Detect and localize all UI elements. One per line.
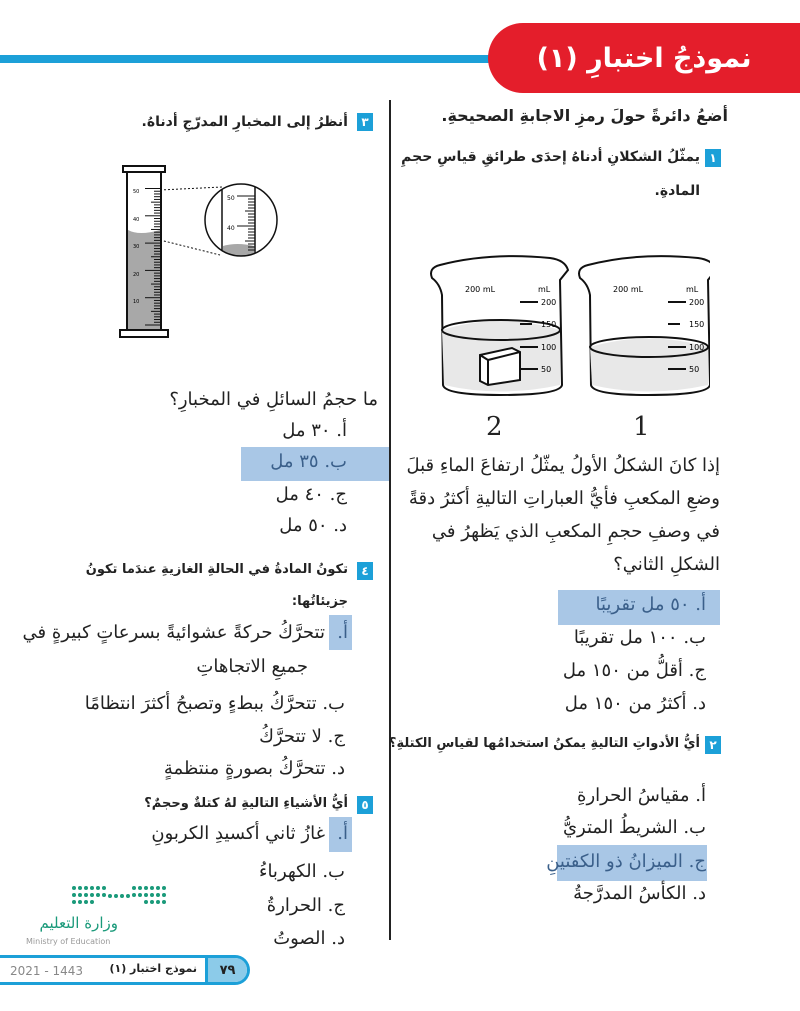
question-number-1: ١ [705, 149, 721, 167]
logo-dot [84, 886, 88, 890]
logo-dot [78, 886, 82, 890]
zoom-tick-40: 40 [227, 225, 235, 232]
q5-option-b[interactable]: ب. الكهرباءُ [258, 861, 345, 882]
column-divider [389, 100, 391, 940]
beaker-2-unit: mL [538, 285, 551, 294]
logo-dot [78, 893, 82, 897]
q5-text: أيُّ الأشياءِ التاليةِ لهُ كتلةٌ وحجمٌ؟ [144, 796, 348, 811]
beaker-1-tick-150: 150 [689, 320, 705, 329]
logo-dot [78, 900, 82, 904]
footer-title: نموذج اختبار (١) [109, 962, 197, 975]
beaker-2-tick-200: 200 [541, 298, 557, 307]
q1-option-a[interactable]: أ. ٥٠ مل تقريبًا [595, 594, 706, 615]
beaker-1-capacity: 200 mL [613, 285, 644, 294]
logo-dot [102, 893, 106, 897]
q1-paragraph-line3: في وصفِ حجمِ المكعبِ الذي يَظهرُ في [431, 521, 720, 542]
q4-option-c[interactable]: ج. لا تتحرَّكُ [259, 726, 345, 747]
logo-dot [102, 886, 106, 890]
q1-paragraph-line2: وضعِ المكعبِ فأيُّ العباراتِ التاليةِ أكثرُ دقةً [408, 488, 720, 509]
cylinder-tick-40: 40 [133, 217, 140, 223]
q4-option-a-cont: جميعِ الاتجاهاتِ [196, 656, 308, 677]
q2-option-b[interactable]: ب. الشريطُ المتريُّ [562, 817, 706, 838]
logo-dot [114, 894, 118, 898]
page-number: ٧٩ [205, 958, 247, 982]
question-number-2: ٢ [705, 736, 721, 754]
logo-dot [162, 886, 166, 890]
logo-dot [84, 900, 88, 904]
page-title: نموذجُ اختبارِ (١) [488, 23, 800, 93]
header-rule [0, 55, 520, 63]
logo-dot [108, 894, 112, 898]
cylinder-tick-10: 10 [133, 299, 140, 305]
logo-dot [150, 900, 154, 904]
q3-option-b[interactable]: ب. ٣٥ مل [270, 451, 347, 472]
logo-dot [96, 886, 100, 890]
q1-option-b[interactable]: ب. ١٠٠ مل تقريبًا [573, 627, 706, 648]
q2-text: أيُّ الأدواتِ التاليةِ يمكنُ استخدامُها لقياسِ الكتلةِ؟ [388, 736, 700, 751]
logo-dot [72, 900, 76, 904]
ministry-name-ar: وزارة التعليم [39, 914, 118, 932]
logo-dot [120, 894, 124, 898]
q2-option-a[interactable]: أ. مقياسُ الحرارةِ [577, 785, 706, 806]
q1-text-line2: المادةِ. [654, 183, 700, 199]
logo-dot [144, 893, 148, 897]
footer-page-pill [0, 955, 250, 985]
graduated-cylinder-figure [115, 160, 285, 345]
q1-text-line1: يمثّلُ الشكلانِ أدناهُ إحدَى طرائقِ قياسِ حجمِ [401, 149, 700, 165]
beakers-figure [420, 250, 710, 400]
q4-option-a[interactable]: تتحرَّكُ حركةً عشوائيةً بسرعاتٍ كبيرةٍ في [22, 622, 325, 643]
logo-dot [156, 886, 160, 890]
logo-dot [150, 893, 154, 897]
logo-dot [90, 893, 94, 897]
logo-dot [84, 893, 88, 897]
logo-dot [162, 900, 166, 904]
q3-option-c[interactable]: ج. ٤٠ مل [275, 484, 347, 505]
ministry-logo-icon [70, 882, 170, 915]
beaker-2-tick-100: 100 [541, 343, 557, 352]
logo-dot [132, 886, 136, 890]
logo-dot [162, 893, 166, 897]
beaker-2-tick-50: 50 [541, 365, 552, 374]
q1-paragraph-line4: الشكلِ الثاني؟ [613, 554, 720, 575]
logo-dot [144, 900, 148, 904]
footer-year: 2021 - 1443 [10, 964, 84, 978]
figure-label-2: 2 [486, 412, 503, 442]
q4-option-d[interactable]: د. تتحرَّكُ بصورةٍ منتظمةٍ [163, 758, 345, 779]
q2-option-c[interactable]: ج. الميزانُ ذو الكفتينِ [546, 851, 706, 872]
q3-text: أنظرُ إلى المخبارِ المدرّجِ أدناهُ. [141, 114, 348, 130]
q5-option-d[interactable]: د. الصوتُ [273, 928, 345, 949]
q5-option-a-letter[interactable]: أ. [337, 823, 348, 844]
q3-option-d[interactable]: د. ٥٠ مل [279, 515, 347, 536]
q3-option-a[interactable]: أ. ٣٠ مل [282, 420, 347, 441]
beaker-1-unit: mL [686, 285, 699, 294]
q4-option-a-letter[interactable]: أ. [337, 622, 348, 643]
logo-dot [126, 894, 130, 898]
logo-dot [90, 886, 94, 890]
cylinder-tick-20: 20 [133, 272, 140, 278]
q1-option-c[interactable]: ج. أقلُّ من ١٥٠ مل [562, 660, 706, 681]
question-number-3: ٣ [357, 113, 373, 131]
q2-option-d[interactable]: د. الكأسُ المدرَّجةُ [573, 883, 706, 904]
logo-dot [150, 886, 154, 890]
figure-label-1: 1 [633, 412, 650, 442]
q1-paragraph-line1: إذا كانَ الشكلُ الأولُ يمثّلُ ارتفاعَ الماءِ قبلَ [406, 455, 720, 476]
logo-dot [138, 886, 142, 890]
logo-dot [156, 893, 160, 897]
logo-dot [132, 893, 136, 897]
question-number-5: ٥ [357, 796, 373, 814]
logo-dot [138, 893, 142, 897]
ministry-name-en: Ministry of Education [26, 937, 111, 946]
instruction: أضعُ دائرةً حولَ رمزِ الاجابةِ الصحيحةِ. [441, 106, 728, 125]
q4-text-line1: تكونُ المادةُ في الحالةِ الغازيةِ عندَما تكونُ [85, 562, 348, 577]
beaker-2-capacity: 200 mL [465, 285, 496, 294]
beaker-1-tick-50: 50 [689, 365, 700, 374]
beaker-2-tick-150: 150 [541, 320, 557, 329]
logo-dot [96, 893, 100, 897]
logo-dot [90, 900, 94, 904]
logo-dot [156, 900, 160, 904]
q4-text-line2: جزيئاتُها: [291, 594, 348, 609]
question-number-4: ٤ [357, 562, 373, 580]
q5-option-a[interactable]: غازُ ثاني أكسيدِ الكربونِ [151, 823, 325, 844]
logo-dot [144, 886, 148, 890]
logo-dot [72, 886, 76, 890]
q4-option-b[interactable]: ب. تتحرَّكُ ببطءٍ وتصبحُ أكثرَ انتظامًا [84, 693, 345, 714]
cylinder-tick-50: 50 [133, 189, 140, 195]
zoom-tick-50: 50 [227, 195, 235, 202]
beaker-1-tick-100: 100 [689, 343, 705, 352]
q1-option-d[interactable]: د. أكثرُ من ١٥٠ مل [564, 693, 706, 714]
q5-option-c[interactable]: ج. الحرارةُ [266, 895, 345, 916]
logo-dot [72, 893, 76, 897]
q3-question: ما حجمُ السائلِ في المخبارِ؟ [169, 389, 378, 410]
beaker-1-tick-200: 200 [689, 298, 705, 307]
cylinder-tick-30: 30 [133, 244, 140, 250]
